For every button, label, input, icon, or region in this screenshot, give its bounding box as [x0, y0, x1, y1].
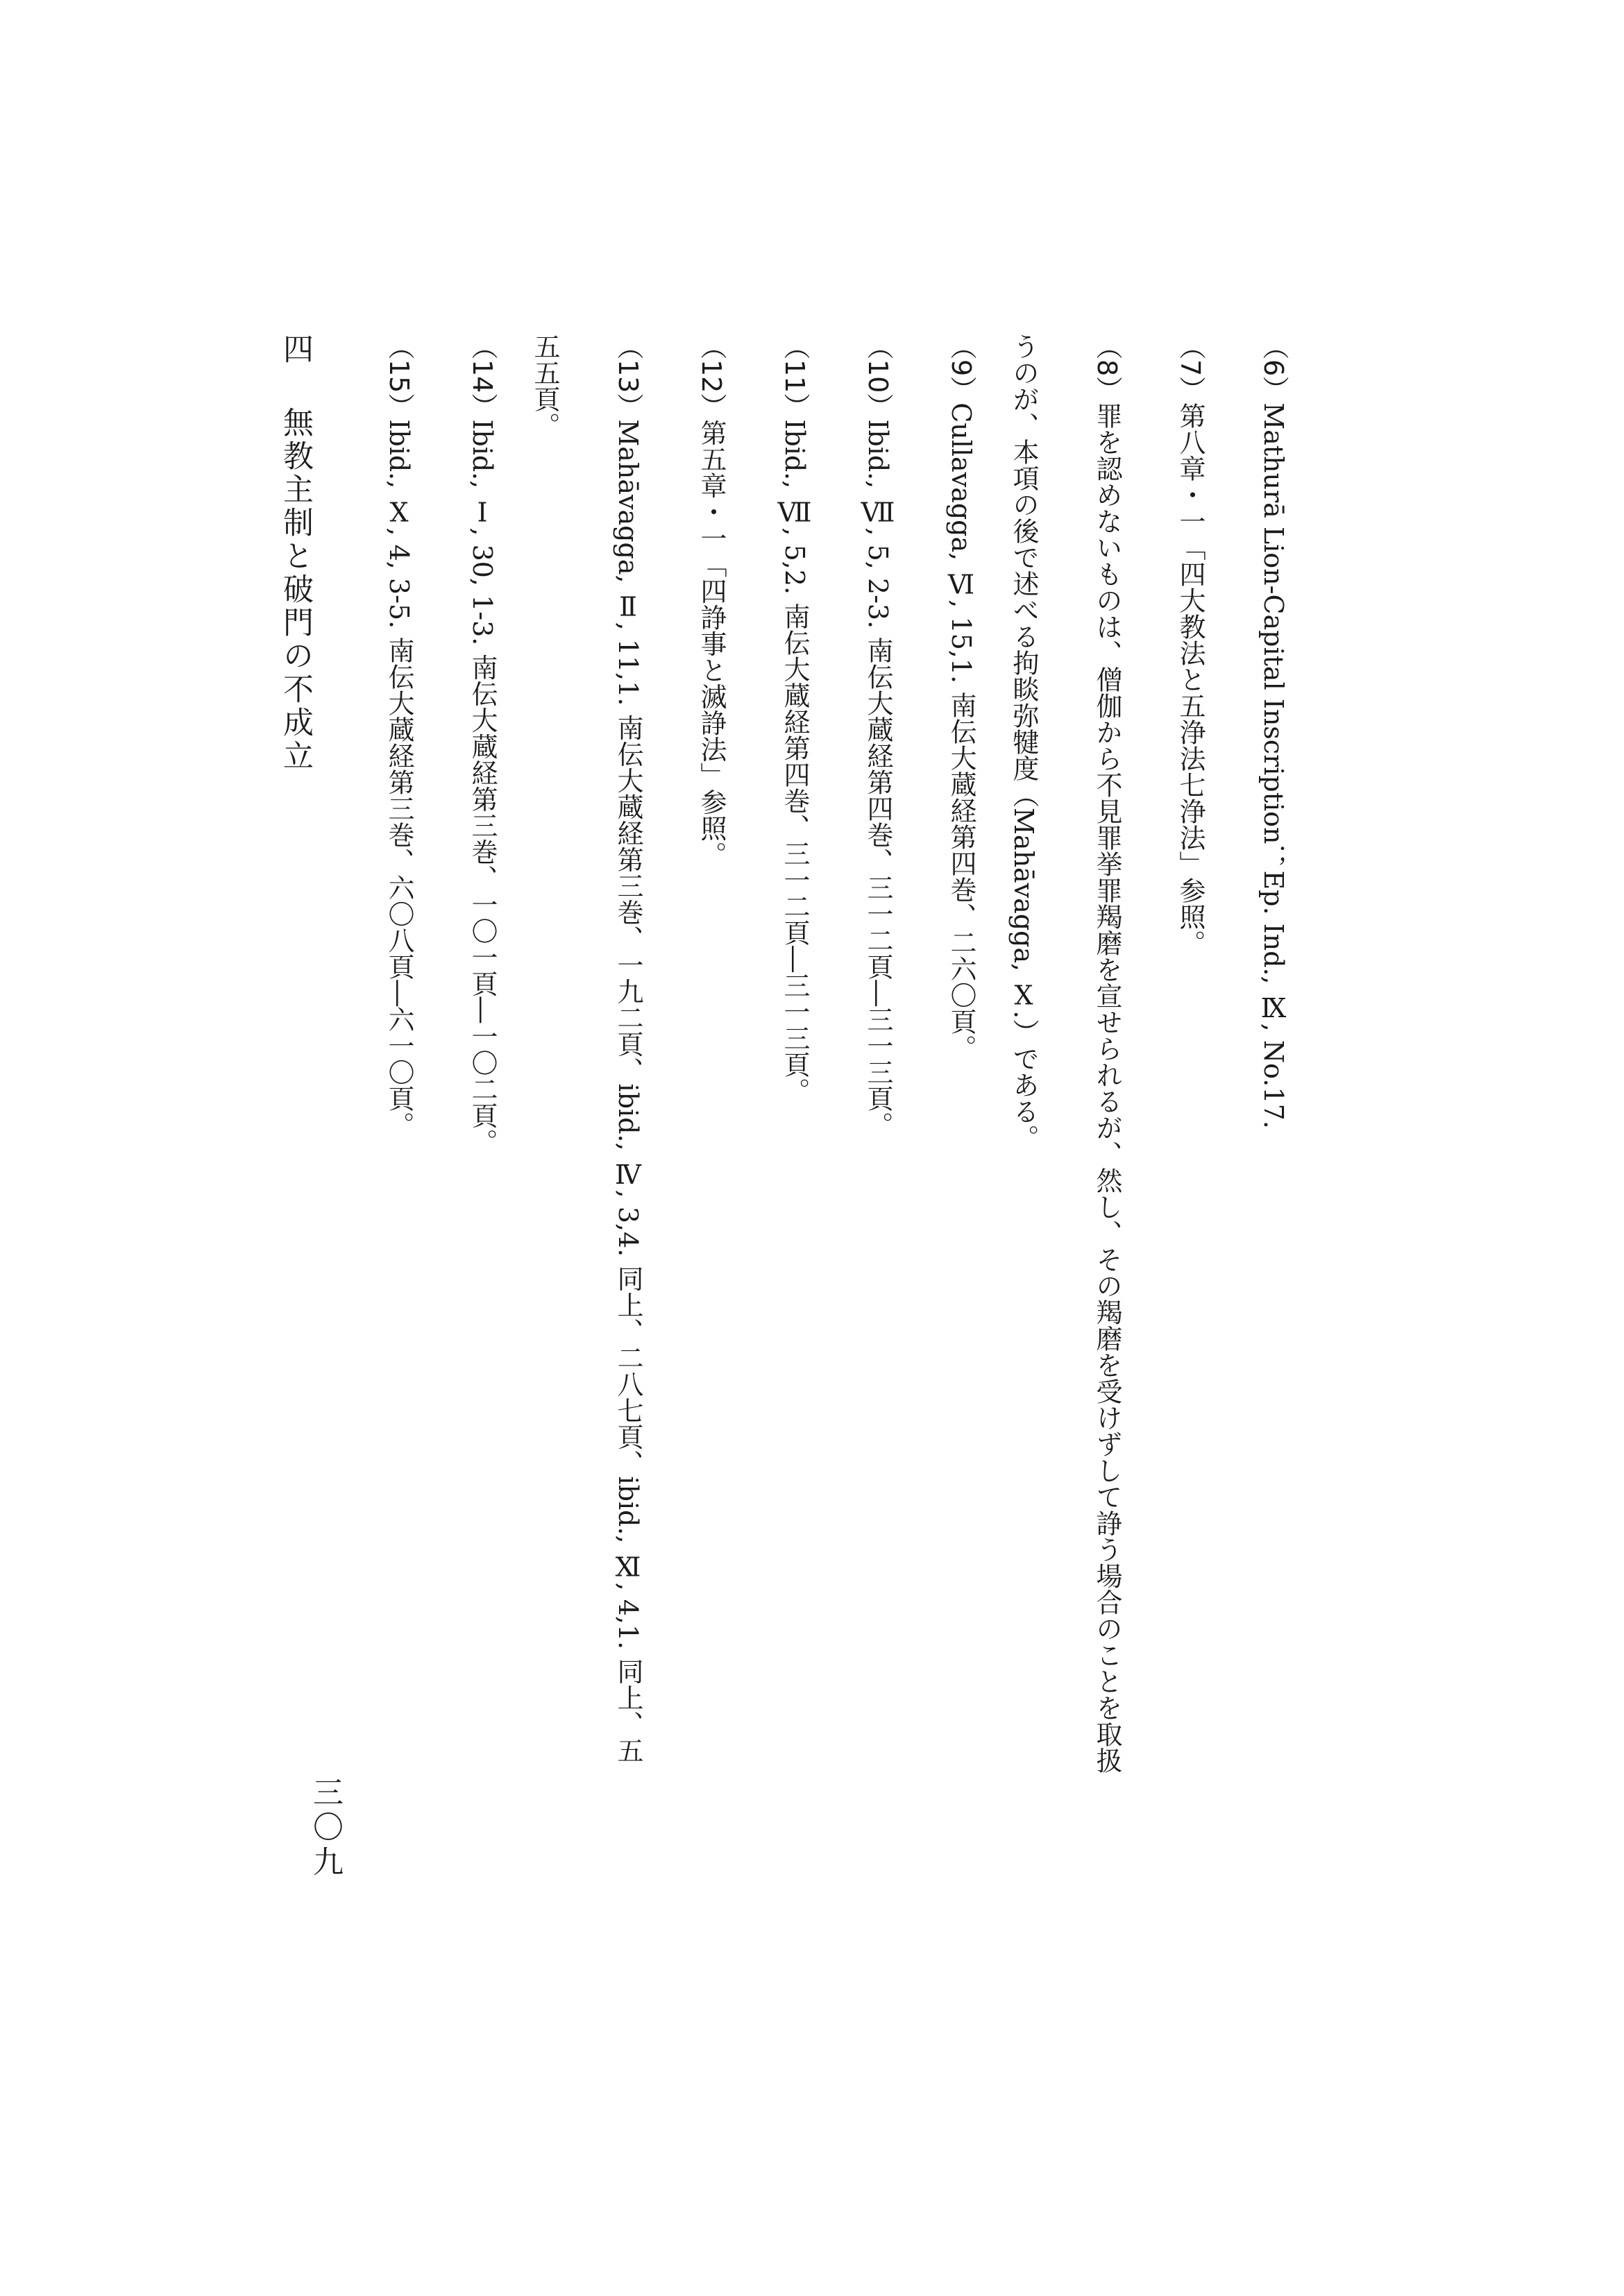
note-9 [909, 333, 992, 1776]
note-15 [347, 333, 430, 1776]
note-text: 罪を認めないものは、僧伽から不見罪挙罪羯磨を宣せられるが、然し、その羯磨を受けずして諍う場合のことを取扱うのが、本項の後で述べる拘睒弥犍度（Mahāvagga, Ⅹ.）である。 [1008, 333, 1122, 1774]
note-text: 第五章・一「四諍事と滅諍法」参照。 [696, 419, 727, 868]
note-number: （8） [1092, 333, 1122, 403]
note-number [333, 333, 347, 419]
page-number: 三〇九 [307, 1776, 343, 1880]
section-heading [264, 333, 326, 1166]
note-number: （14） [467, 333, 498, 420]
note-number: （12） [696, 333, 727, 420]
note-text: Mahāvagga, Ⅱ, 11,1. 南伝大蔵経第三巻、一九二頁、ibid., Ⅳ, 3,4. 同上、二八七頁、ibid., Ⅺ, 4,1. 同上、五五五頁。 [530, 333, 643, 1764]
note-number: （10） [863, 333, 893, 420]
note-text: 第八章・一「四大教法と五浄法七浄法」参照。 [1175, 402, 1206, 957]
note-number: （6） [1258, 333, 1289, 403]
section-title: 無教主制と破門の不成立 [278, 407, 313, 773]
note-number: （13） [613, 333, 643, 420]
note-14 [430, 333, 514, 1776]
endnotes [333, 333, 1305, 1776]
note-6 [1221, 333, 1305, 1776]
note-number: （11） [779, 333, 810, 420]
note-text: Mathurā Lion-Capital Inscription；Ep. Ind., Ⅸ, No.17. [1258, 402, 1289, 1129]
note-text: Ibid., Ⅰ, 30, 1-3. 南伝大蔵経第三巻、一〇一頁―一〇二頁。 [467, 419, 498, 1155]
note-text: Ibid., Ⅶ, 5, 2-3. 南伝大蔵経第四巻、三一二頁―三一三頁。 [863, 419, 893, 1139]
note-10 [826, 333, 909, 1776]
note-12 [659, 333, 743, 1776]
note-8 [992, 333, 1138, 1776]
note-number: （7） [1175, 333, 1206, 403]
note-text: Ibid., Ⅶ, 5,2. 南伝大蔵経第四巻、三一二頁―三一三頁。 [779, 419, 810, 1105]
note-16 [333, 333, 347, 1776]
note-number: （9） [946, 333, 976, 403]
note-text: Cullavagga, Ⅵ, 15,1. 南伝大蔵経第四巻、二六〇頁。 [946, 402, 976, 1062]
note-number: （15） [384, 333, 414, 420]
section-number: 四 [278, 333, 313, 366]
note-13 [514, 333, 659, 1776]
note-text: Ibid., Ⅹ, 4, 3-5. 南伝大蔵経第三巻、六〇八頁―六一〇頁。 [384, 419, 414, 1139]
note-7 [1138, 333, 1221, 1776]
note-11 [743, 333, 826, 1776]
